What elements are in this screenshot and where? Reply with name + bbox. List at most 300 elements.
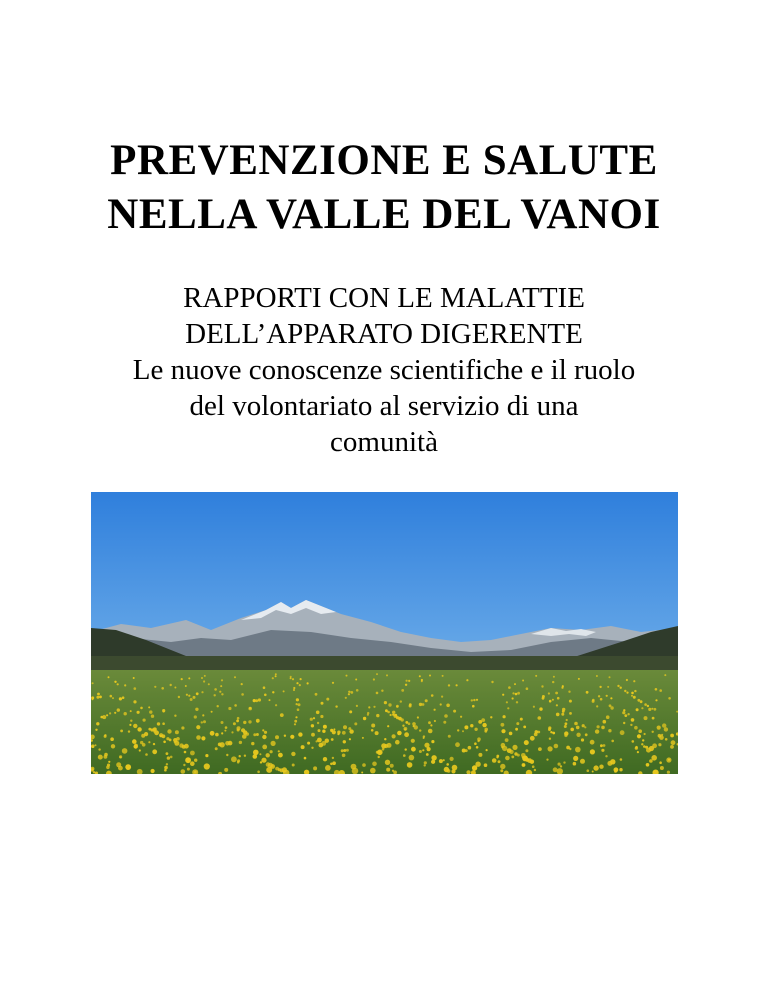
flower-dot: [97, 693, 100, 696]
flower-dot: [560, 765, 562, 767]
flower-dot: [373, 678, 375, 680]
flower-dot: [231, 756, 237, 762]
flower-dot: [292, 678, 294, 680]
flower-dot: [641, 707, 643, 709]
document-title: [0, 134, 768, 242]
flower-dot: [599, 765, 603, 769]
flower-dot: [376, 751, 379, 754]
flower-dot: [343, 749, 346, 752]
flower-dot: [291, 752, 295, 756]
flower-dot: [496, 756, 498, 758]
flower-dot: [472, 705, 475, 708]
flower-dot: [516, 701, 518, 703]
flower-dot: [634, 726, 638, 730]
flower-dot: [398, 717, 402, 721]
flower-dot: [214, 694, 216, 696]
flower-dot: [620, 758, 623, 761]
flower-dot: [231, 731, 233, 733]
flower-dot: [313, 717, 315, 719]
flower-dot: [649, 746, 654, 751]
flower-dot: [514, 752, 517, 755]
flower-dot: [651, 755, 657, 761]
flower-dot: [578, 678, 580, 680]
flower-dot: [431, 694, 434, 697]
flower-dot: [181, 678, 183, 680]
flower-dot: [624, 690, 626, 692]
flower-dot: [183, 764, 185, 766]
flower-dot: [226, 754, 228, 756]
flower-dot: [170, 756, 173, 759]
flower-dot: [620, 730, 625, 735]
flower-dot: [419, 703, 422, 706]
flower-dot: [278, 753, 283, 758]
flower-dot: [297, 708, 300, 711]
title-line-1: PREVENZIONE E SALUTE: [110, 137, 658, 184]
flower-dot: [538, 747, 542, 751]
flower-dot: [385, 709, 388, 712]
flower-dot: [386, 674, 388, 676]
flower-dot: [153, 731, 155, 733]
subtitle-line-1: RAPPORTI CON LE MALATTIE: [183, 282, 585, 314]
flower-dot: [644, 703, 647, 706]
flower-dot: [367, 714, 369, 716]
flower-dot: [561, 713, 564, 716]
flower-dot: [152, 749, 157, 754]
flower-dot: [294, 720, 297, 723]
flower-dot: [509, 732, 513, 736]
flower-dot: [370, 768, 376, 774]
flower-dot: [610, 697, 612, 699]
flower-dot: [634, 690, 636, 692]
flower-dot: [428, 729, 433, 734]
flower-dot: [104, 753, 108, 757]
flower-dot: [298, 703, 301, 706]
flower-dot: [652, 731, 654, 733]
flower-dot: [151, 715, 154, 718]
flower-dot: [607, 761, 612, 766]
flower-dot: [188, 677, 190, 679]
flower-dot: [404, 732, 409, 737]
subtitle-line-4: del volontariato al servizio di una: [189, 390, 579, 422]
flower-dot: [293, 689, 295, 691]
flower-dot: [637, 699, 640, 702]
flower-dot: [422, 749, 424, 751]
flower-dot: [361, 772, 363, 774]
flower-dot: [91, 744, 95, 748]
flower-dot: [263, 686, 266, 689]
flower-dot: [587, 769, 590, 772]
flower-dot: [633, 680, 635, 682]
document-subtitle: [0, 280, 768, 460]
flower-dot: [124, 684, 126, 686]
flower-dot: [409, 703, 412, 706]
flower-dot: [224, 768, 228, 772]
flower-dot: [293, 687, 295, 689]
flower-dot: [556, 713, 560, 717]
flower-dot: [626, 679, 628, 681]
flower-dot: [636, 708, 639, 711]
flower-dot: [397, 731, 402, 736]
flower-dot: [239, 755, 241, 757]
flower-dot: [590, 749, 595, 754]
flower-dot: [652, 717, 655, 720]
flower-dot: [345, 697, 347, 699]
flower-dot: [456, 684, 458, 686]
flower-dot: [419, 729, 421, 731]
flower-dot: [400, 700, 402, 702]
flower-dot: [140, 707, 143, 710]
flower-dot: [512, 745, 517, 750]
flower-dot: [114, 681, 116, 683]
flower-dot: [248, 707, 252, 711]
flower-dot: [431, 740, 434, 743]
flower-dot: [457, 729, 459, 731]
flower-dot: [92, 682, 94, 684]
flower-dot: [522, 680, 524, 682]
flower-dot: [644, 716, 648, 720]
flower-dot: [474, 742, 477, 745]
flower-dot: [204, 675, 206, 677]
flower-dot: [512, 692, 514, 694]
flower-dot: [382, 748, 385, 751]
flower-dot: [132, 739, 137, 744]
flower-dot: [646, 763, 650, 767]
flower-dot: [174, 715, 176, 717]
flower-dot: [384, 744, 388, 748]
flower-dot: [655, 688, 658, 691]
flower-dot: [186, 694, 188, 696]
flower-dot: [505, 756, 510, 761]
flower-dot: [563, 761, 565, 763]
flower-dot: [569, 700, 572, 703]
flower-dot: [444, 767, 449, 772]
flower-dot: [478, 753, 482, 757]
flower-dot: [507, 707, 509, 709]
flower-dot: [623, 722, 625, 724]
flower-dot: [668, 697, 671, 700]
flower-dot: [120, 730, 123, 733]
flower-dot: [349, 738, 351, 740]
flower-dot: [143, 719, 146, 722]
flower-dot: [215, 747, 218, 750]
flower-dot: [221, 679, 223, 681]
flower-dot: [331, 738, 334, 741]
flower-dot: [368, 706, 370, 708]
flower-dot: [248, 720, 251, 723]
flower-dot: [326, 698, 329, 701]
flower-dot: [167, 729, 171, 733]
flower-dot: [585, 733, 588, 736]
flower-dot: [187, 768, 190, 771]
flower-dot: [272, 677, 274, 679]
flower-dot: [204, 763, 210, 769]
flower-dot: [175, 730, 179, 734]
flower-dot: [346, 749, 349, 752]
flower-dot: [402, 725, 404, 727]
flower-dot: [387, 725, 389, 727]
flower-dot: [668, 759, 670, 761]
flower-dot: [201, 736, 205, 740]
flower-dot: [501, 746, 503, 748]
flower-dot: [275, 675, 277, 677]
flower-dot: [351, 764, 357, 770]
flower-dot: [194, 759, 197, 762]
flower-dot: [412, 722, 416, 726]
flower-dot: [125, 764, 131, 770]
flower-dot: [137, 711, 140, 714]
flower-dot: [596, 705, 598, 707]
flower-dot: [107, 764, 110, 767]
flower-dot: [134, 744, 138, 748]
flower-dot: [120, 756, 122, 758]
flower-dot: [570, 728, 574, 732]
flower-dot: [401, 689, 404, 692]
flower-dot: [144, 732, 148, 736]
flower-dot: [592, 771, 594, 773]
flower-dot: [614, 767, 619, 772]
flower-dot: [224, 730, 226, 732]
flower-dot: [471, 699, 473, 701]
flower-dot: [323, 757, 327, 761]
flower-dot: [99, 696, 102, 699]
flower-dot: [552, 732, 555, 735]
flower-dot: [522, 763, 526, 767]
flower-dot: [642, 739, 644, 741]
flower-dot: [195, 708, 198, 711]
flower-dot: [476, 699, 478, 701]
flower-dot: [119, 697, 122, 700]
flower-dot: [511, 756, 514, 759]
flower-dot: [442, 675, 444, 677]
flower-dot: [434, 709, 436, 711]
flower-dot: [477, 740, 479, 742]
flower-dot: [554, 744, 559, 749]
flower-dot: [626, 692, 628, 694]
flower-dot: [569, 712, 572, 715]
flower-dot: [460, 716, 462, 718]
flower-dot: [419, 750, 422, 753]
flower-dot: [541, 685, 543, 687]
flower-dot: [609, 676, 611, 678]
flower-dot: [515, 728, 518, 731]
flower-dot: [343, 740, 346, 743]
flower-dot: [95, 744, 97, 746]
flower-dot: [372, 762, 377, 767]
flower-dot: [424, 764, 426, 766]
flower-dot: [118, 766, 123, 771]
flower-dot: [537, 731, 540, 734]
flower-dot: [648, 708, 651, 711]
flower-dot: [595, 729, 599, 733]
flower-dot: [507, 748, 512, 753]
flower-dot: [603, 720, 607, 724]
flower-dot: [574, 722, 578, 726]
flower-dot: [355, 679, 357, 681]
flower-dot: [202, 714, 204, 716]
flower-dot: [484, 728, 488, 732]
flower-dot: [130, 720, 132, 722]
flower-dot: [371, 724, 375, 728]
flower-dot: [486, 749, 488, 751]
flower-dot: [502, 694, 504, 696]
flower-dot: [462, 749, 466, 753]
flower-dot: [95, 729, 97, 731]
flower-dot: [600, 698, 603, 701]
flower-dot: [548, 746, 553, 751]
flower-dot: [538, 716, 542, 720]
flower-dot: [129, 724, 131, 726]
flower-dot: [426, 753, 429, 756]
flower-dot: [194, 715, 197, 718]
flower-dot: [552, 681, 554, 683]
flower-dot: [251, 742, 254, 745]
flower-dot: [148, 741, 150, 743]
flower-dot: [631, 695, 633, 697]
flower-dot: [542, 695, 545, 698]
flower-dot: [539, 707, 542, 710]
flower-dot: [162, 709, 165, 712]
flower-dot: [439, 759, 443, 763]
flower-dot: [153, 743, 155, 745]
flower-dot: [275, 673, 277, 675]
flower-dot: [272, 691, 274, 693]
flower-dot: [342, 731, 346, 735]
flower-dot: [205, 754, 208, 757]
flower-dot: [203, 720, 206, 723]
flower-dot: [533, 706, 535, 708]
flower-dot: [606, 695, 608, 697]
flower-dot: [376, 692, 379, 695]
flower-dot: [362, 763, 366, 767]
flower-dot: [649, 759, 653, 763]
flower-dot: [523, 756, 527, 760]
flower-dot: [505, 738, 509, 742]
flower-dot: [395, 740, 400, 745]
flower-dot: [425, 699, 428, 702]
flower-dot: [299, 684, 301, 686]
flower-dot: [242, 734, 247, 739]
flower-dot: [271, 741, 276, 746]
flower-dot: [356, 705, 358, 707]
flower-dot: [406, 680, 408, 682]
flower-dot: [318, 729, 321, 732]
flower-dot: [117, 683, 119, 685]
flower-dot: [157, 722, 160, 725]
flower-dot: [468, 746, 472, 750]
flower-dot: [151, 769, 155, 773]
flower-dot: [600, 744, 603, 747]
flower-dot: [396, 705, 398, 707]
flower-dot: [464, 725, 468, 729]
flower-dot: [516, 722, 519, 725]
flower-dot: [622, 711, 625, 714]
flower-dot: [637, 751, 639, 753]
flower-dot: [409, 755, 415, 761]
flower-dot: [670, 745, 674, 749]
flower-dot: [638, 729, 642, 733]
flower-dot: [325, 765, 331, 771]
flower-dot: [253, 750, 259, 756]
flower-dot: [270, 750, 273, 753]
flower-dot: [307, 742, 310, 745]
flower-dot: [104, 734, 106, 736]
flower-dot: [385, 760, 390, 765]
flower-dot: [598, 695, 600, 697]
flower-dot: [491, 681, 493, 683]
flower-dot: [317, 722, 319, 724]
flower-dot: [241, 683, 243, 685]
flower-dot: [508, 686, 511, 689]
flower-dot: [392, 711, 395, 714]
flower-dot: [201, 677, 203, 679]
flower-dot: [373, 706, 375, 708]
flower-dot: [562, 710, 565, 713]
flower-dot: [381, 690, 383, 692]
flower-dot: [164, 766, 168, 770]
flower-dot: [610, 706, 613, 709]
flower-dot: [532, 765, 535, 768]
flower-dot: [647, 705, 649, 707]
flower-dot: [363, 717, 366, 720]
flower-dot: [575, 747, 581, 753]
flower-dot: [644, 733, 646, 735]
flower-dot: [185, 757, 191, 763]
flower-dot: [253, 733, 256, 736]
flower-dot: [174, 741, 176, 743]
flower-dot: [266, 753, 270, 757]
flower-dot: [664, 674, 666, 676]
flower-dot: [443, 721, 446, 724]
flower-dot: [320, 715, 323, 718]
flower-dot: [92, 698, 94, 700]
flower-dot: [278, 750, 280, 752]
flower-dot: [390, 714, 392, 716]
flower-dot: [317, 738, 322, 743]
flower-dot: [283, 690, 285, 692]
flower-dot: [394, 714, 397, 717]
flower-dot: [455, 742, 460, 747]
flower-dot: [315, 693, 318, 696]
flower-dot: [568, 691, 570, 693]
flower-dot: [313, 766, 317, 770]
flower-dot: [514, 683, 516, 685]
flower-dot: [671, 740, 676, 745]
flower-dot: [407, 762, 413, 768]
flower-dot: [283, 771, 285, 773]
flower-dot: [378, 756, 380, 758]
flower-dot: [498, 760, 501, 763]
flower-dot: [174, 687, 176, 689]
flower-dot: [601, 726, 605, 730]
flower-dot: [584, 726, 586, 728]
flower-dot: [112, 697, 114, 699]
flower-dot: [573, 756, 578, 761]
flower-dot: [503, 715, 506, 718]
flower-dot: [419, 675, 421, 677]
flower-dot: [228, 707, 231, 710]
flower-dot: [220, 685, 222, 687]
flower-dot: [190, 761, 195, 766]
flower-dot: [257, 771, 260, 774]
flower-dot: [658, 734, 662, 738]
flower-dot: [526, 687, 529, 690]
flower-dot: [201, 721, 203, 723]
flower-dot: [557, 697, 560, 700]
flower-dot: [196, 725, 200, 729]
flower-dot: [564, 725, 567, 728]
flower-dot: [392, 734, 396, 738]
flower-dot: [599, 686, 601, 688]
